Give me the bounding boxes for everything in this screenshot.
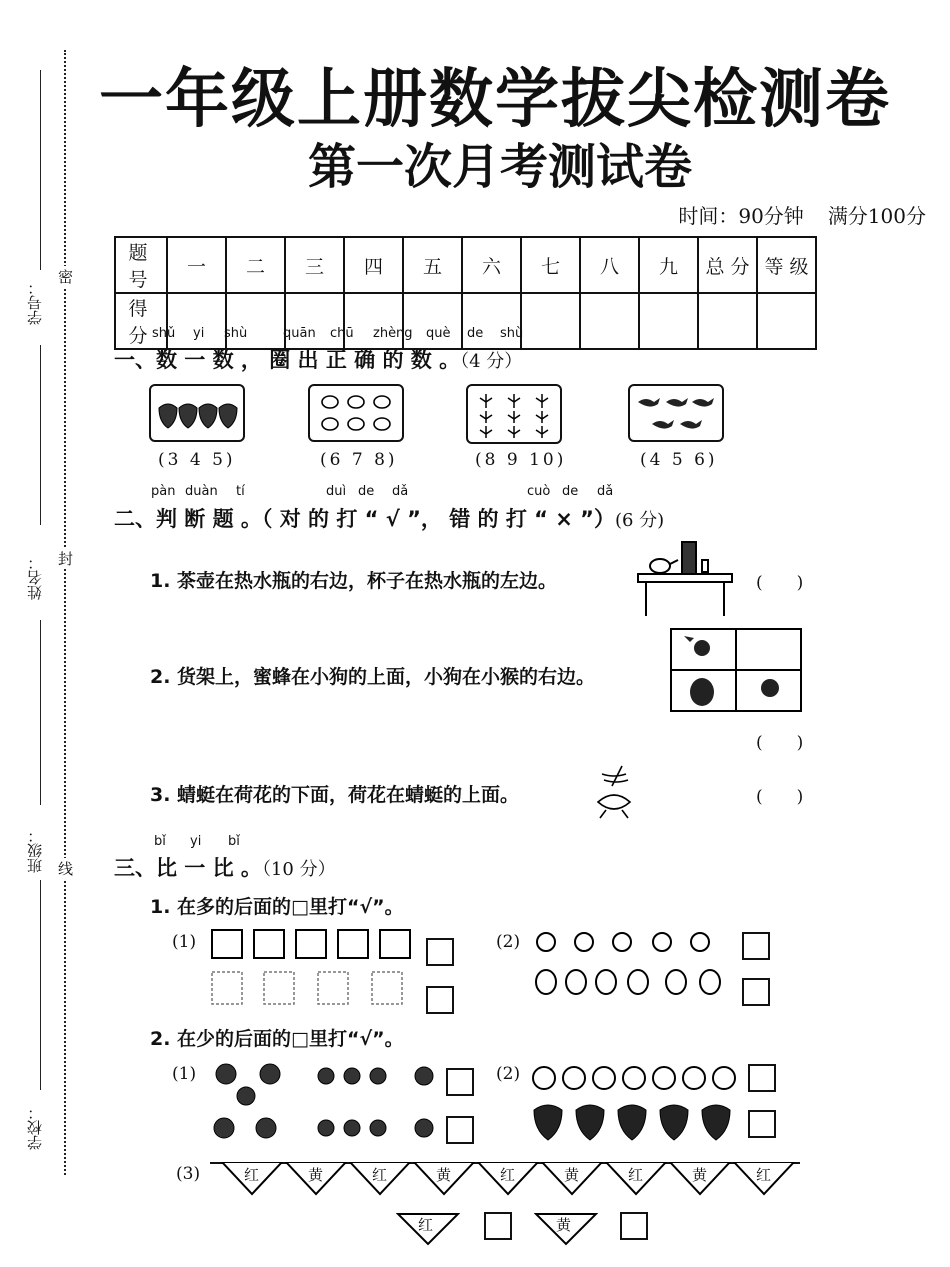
section1-title-text: 一、数 一 数 ， 圈 出 正 确 的 数 。 [114, 348, 461, 372]
score-table-header-row [115, 237, 816, 293]
sub-label: (1) [172, 932, 197, 952]
score-cell[interactable] [521, 293, 580, 349]
flag-label: 黄 [692, 1166, 708, 1184]
flag-label: 红 [372, 1166, 388, 1184]
judge-question-2: 2. 货架上，蜜蜂在小狗的上面，小狗在小猴的右边。 [150, 666, 596, 688]
sub-label: (1) [172, 1064, 197, 1084]
score-header-cell: 四 [344, 237, 403, 293]
checkbox[interactable] [748, 1110, 776, 1138]
cups-icon [208, 926, 420, 1010]
section3-title [114, 852, 336, 882]
answer-paren-1[interactable]: ( ) [756, 573, 804, 593]
pinyin: chū [330, 326, 354, 341]
pinyin: bǐ [154, 834, 166, 849]
score-header-cell: 等 级 [757, 237, 816, 293]
count-choices[interactable]: (3 4 5) [158, 450, 236, 470]
sub-title: 第一次月考测试卷 [307, 139, 692, 195]
margin-rule-4 [40, 880, 41, 1090]
score-cell[interactable] [639, 293, 698, 349]
apples-strawberries-icon [532, 1060, 742, 1144]
count-choices[interactable]: (4 5 6) [640, 450, 718, 470]
score-header-cell: 九 [639, 237, 698, 293]
checkbox[interactable] [426, 938, 454, 966]
seal-xian: 线 [58, 860, 74, 878]
count-choices[interactable]: (6 7 8) [320, 450, 398, 470]
table-teapot-icon [636, 538, 736, 618]
checkbox[interactable] [426, 986, 454, 1014]
margin-label-name: 姓名： [26, 555, 44, 600]
pinyin: duàn [185, 484, 218, 499]
pinyin: zhèng [373, 326, 413, 341]
pinyin: dǎ [392, 484, 409, 499]
flag-label: 红 [500, 1166, 516, 1184]
exam-time: 时间：90分钟 [678, 204, 804, 228]
pinyin: de [358, 484, 375, 499]
sub-label: (3) [176, 1164, 201, 1184]
plant-box [466, 384, 562, 444]
frog-icon [310, 386, 402, 440]
score-header-cell: 总 分 [698, 237, 757, 293]
pinyin: quān [283, 326, 316, 341]
answer-flag-label: 黄 [556, 1216, 572, 1234]
section2-points: (6 分) [614, 510, 665, 531]
exam-info [654, 200, 926, 229]
section2-title [114, 503, 664, 533]
section1-title [114, 344, 522, 374]
chicks-ducks-icon [528, 928, 728, 1006]
margin-rule-2 [40, 345, 41, 525]
seal-mi: 密 [58, 268, 74, 286]
checkbox[interactable] [446, 1116, 474, 1144]
score-header-cell: 六 [462, 237, 521, 293]
section1-points: （4 分） [460, 351, 523, 372]
pinyin: tí [236, 484, 245, 499]
margin-label-student-id: 学号： [26, 280, 44, 325]
lotus-dragonfly-icon [588, 762, 640, 822]
exam-full-score: 满分100分 [827, 204, 926, 228]
main-title: 一年级上册数学拔尖检测卷 [99, 63, 891, 137]
pinyin: de [562, 484, 579, 499]
pinyin: yi [190, 834, 202, 849]
compare-question-1: 1. 在多的后面的□里打“√”。 [150, 896, 404, 918]
score-header-cell: 题 号 [115, 237, 167, 293]
score-table-score-row [115, 293, 816, 349]
score-cell[interactable] [698, 293, 757, 349]
pinyin: de [467, 326, 484, 341]
section3-points: （10 分） [261, 859, 336, 880]
answer-flag-label: 红 [418, 1216, 434, 1234]
frog-box [308, 384, 404, 442]
shelf-animals-icon [670, 628, 802, 712]
flag-label: 红 [244, 1166, 260, 1184]
checkbox[interactable] [620, 1212, 648, 1240]
pinyin: shǔ [152, 326, 176, 341]
pinyin: shù [224, 326, 248, 341]
answer-paren-2[interactable]: ( ) [756, 733, 804, 753]
score-header-cell: 五 [403, 237, 462, 293]
plant-icon [468, 386, 560, 442]
margin-label-school: 学校： [26, 1105, 44, 1150]
score-header-cell: 七 [521, 237, 580, 293]
bird-icon [630, 386, 722, 440]
score-cell[interactable] [757, 293, 816, 349]
strawberry-box [149, 384, 245, 442]
checkbox[interactable] [748, 1064, 776, 1092]
pinyin: yi [193, 326, 205, 341]
score-header-cell: 三 [285, 237, 344, 293]
answer-paren-3[interactable]: ( ) [756, 787, 804, 807]
section3-title-text: 三、比 一 比 。 [114, 856, 262, 880]
judge-question-1: 1. 茶壶在热水瓶的右边，杯子在热水瓶的左边。 [150, 570, 558, 592]
sub-label: (2) [496, 932, 521, 952]
pinyin: cuò [527, 484, 551, 499]
pinyin: dǎ [597, 484, 614, 499]
score-row-label: 得 分 [115, 293, 167, 349]
score-table [114, 236, 817, 350]
vegetables-icon [206, 1060, 442, 1150]
flag-label: 红 [628, 1166, 644, 1184]
pinyin: què [426, 326, 451, 341]
score-header-cell: 二 [226, 237, 285, 293]
bird-box [628, 384, 724, 442]
flag-label: 红 [756, 1166, 772, 1184]
pinyin: duì [326, 484, 347, 499]
margin-rule-3 [40, 620, 41, 805]
pinyin: shù [500, 326, 524, 341]
flag-label: 黄 [308, 1166, 324, 1184]
checkbox[interactable] [742, 978, 770, 1006]
pinyin: bǐ [228, 834, 240, 849]
checkbox[interactable] [742, 932, 770, 960]
binding-line [64, 50, 66, 1175]
margin-label-class: 班级： [26, 828, 44, 873]
flag-label: 黄 [564, 1166, 580, 1184]
checkbox[interactable] [484, 1212, 512, 1240]
checkbox[interactable] [446, 1068, 474, 1096]
count-choices[interactable]: (8 9 10) [475, 450, 567, 470]
compare-question-2: 2. 在少的后面的□里打“√”。 [150, 1028, 404, 1050]
section2-title-text: 二、判 断 题 。（ 对 的 打 “ √ ”， 错 的 打 “ × ”） [114, 507, 615, 531]
score-header-cell: 一 [167, 237, 226, 293]
seal-feng: 封 [58, 550, 74, 568]
score-header-cell: 八 [580, 237, 639, 293]
pinyin: pàn [151, 484, 176, 499]
score-cell[interactable] [580, 293, 639, 349]
judge-question-3: 3. 蜻蜓在荷花的下面，荷花在蜻蜓的上面。 [150, 784, 520, 806]
flag-label: 黄 [436, 1166, 452, 1184]
sub-label: (2) [496, 1064, 521, 1084]
strawberry-icon [151, 386, 243, 440]
